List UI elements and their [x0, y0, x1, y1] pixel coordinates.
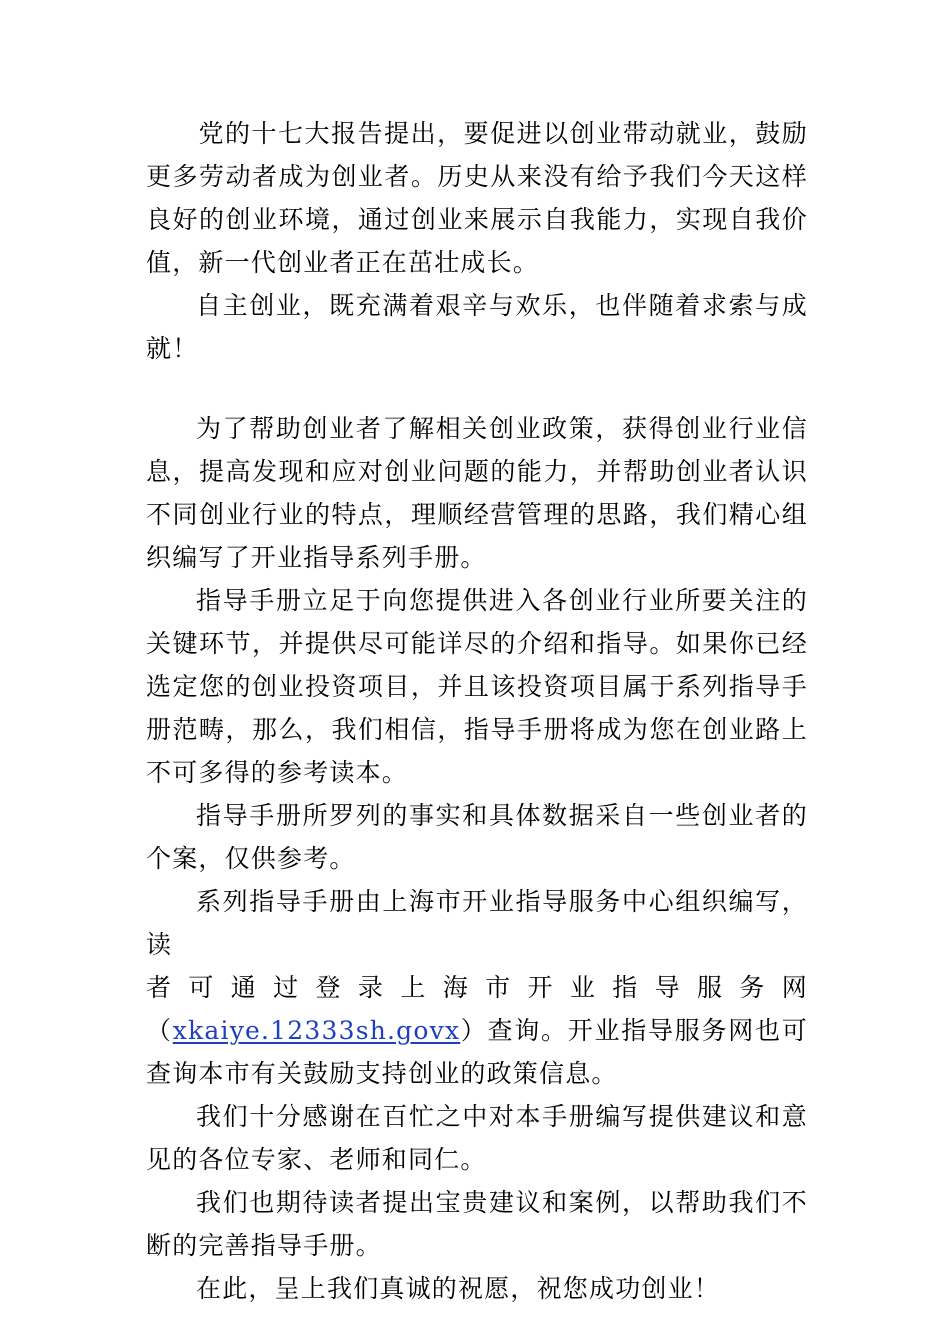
paragraph-thanks: 我们十分感谢在百忙之中对本手册编写提供建议和意见的各位专家、老师和同仁。	[146, 1102, 808, 1174]
paragraph-gap	[146, 370, 808, 407]
website-info-line-1: 系列指导手册由上海市开业指导服务中心组织编写，读	[146, 887, 808, 959]
website-info-rest: ）查询。开业指导服务网也可查询本市有关鼓励支持创业的政策信息。	[146, 1016, 808, 1088]
website-info-line-2: 者可通过登录上海市开业指导服务网	[146, 973, 808, 1002]
paragraph-feedback: 我们也期待读者提出宝贵建议和案例，以帮助我们不断的完善指导手册。	[146, 1188, 808, 1260]
website-link[interactable]: xkaiye.12333sh.govx	[172, 1016, 461, 1045]
document-body	[146, 112, 808, 1310]
paragraph-handbook-scope: 指导手册立足于向您提供进入各创业行业所要关注的关键环节，并提供尽可能详尽的介绍和指导。如果你已经选定您的创业投资项目，并且该投资项目属于系列指导手册范畴，那么，我们相信，指导手册将成为您在创业路上不可多得的参考读本。	[146, 586, 808, 787]
website-info-line-3	[146, 1009, 808, 1095]
paragraph-intro: 党的十七大报告提出，要促进以创业带动就业，鼓励更多劳动者成为创业者。历史从来没有给予我们今天这样良好的创业环境，通过创业来展示自我能力，实现自我价值，新一代创业者正在茁壮成长。	[146, 119, 808, 277]
open-paren: （	[146, 1016, 173, 1045]
paragraph-data-disclaimer: 指导手册所罗列的事实和具体数据采自一些创业者的个案，仅供参考。	[146, 801, 808, 873]
paragraph-self-employment: 自主创业，既充满着艰辛与欢乐，也伴随着求索与成就！	[146, 291, 808, 363]
paragraph-website-info	[146, 880, 808, 1095]
paragraph-purpose: 为了帮助创业者了解相关创业政策，获得创业行业信息，提高发现和应对创业问题的能力，并帮助创业者认识不同创业行业的特点，理顺经营管理的思路，我们精心组织编写了开业指导系列手册。	[146, 414, 808, 572]
paragraph-closing: 在此，呈上我们真诚的祝愿，祝您成功创业！	[196, 1274, 721, 1303]
